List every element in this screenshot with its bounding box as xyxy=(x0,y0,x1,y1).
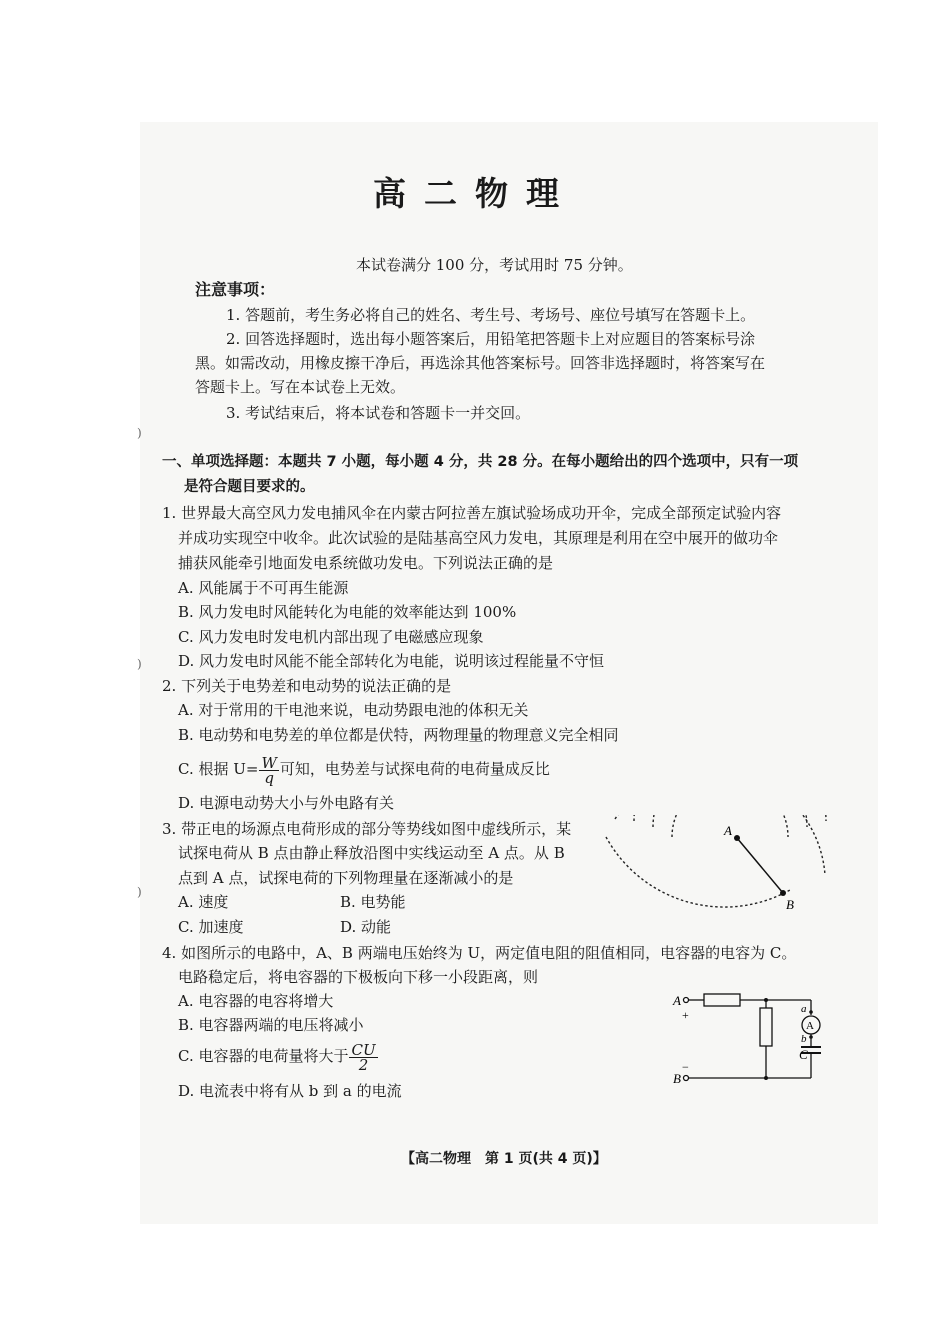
binding-mark: ) xyxy=(137,426,142,440)
q3-stem-line3: 点到 A 点，试探电荷的下列物理量在逐渐减小的是 xyxy=(178,869,514,887)
label-a: A xyxy=(724,823,732,838)
equipotential-line xyxy=(615,815,825,875)
q1-stem-line1: 1. 世界最大高空风力发电捕风伞在内蒙古阿拉善左旗试验场成功开伞，完成全部预定试验内容 xyxy=(162,504,782,522)
node-a-label: a xyxy=(801,1003,807,1015)
resistor-vertical xyxy=(760,1008,772,1046)
terminal-a-label: A xyxy=(673,993,681,1008)
q3-stem-line2: 试探电荷从 B 点由静止释放沿图中实线运动至 A 点。从 B xyxy=(178,844,565,862)
binding-mark: ) xyxy=(137,885,142,899)
equipotential-figure xyxy=(600,815,835,920)
q2-option-b: B. 电动势和电势差的单位都是伏特，两物理量的物理意义完全相同 xyxy=(178,726,619,744)
notice-item-2-line3: 答题卡上。写在本试卷上无效。 xyxy=(195,378,406,396)
q1-option-a: A. 风能属于不可再生能源 xyxy=(178,579,349,597)
q2-option-a: A. 对于常用的干电池来说，电动势跟电池的体积无关 xyxy=(178,701,529,719)
q2-option-d: D. 电源电动势大小与外电路有关 xyxy=(178,794,395,812)
q3-option-b: B. 电势能 xyxy=(340,893,406,911)
capacitor-label: C xyxy=(799,1047,808,1062)
q4-option-d: D. 电流表中将有从 b 到 a 的电流 xyxy=(178,1082,402,1100)
notice-item-1: 1. 答题前，考生务必将自己的姓名、考生号、考场号、座位号填写在答题卡上。 xyxy=(226,306,756,324)
fraction xyxy=(349,1040,377,1074)
q4-option-b: B. 电容器两端的电压将减小 xyxy=(178,1016,364,1034)
q1-stem-line2: 并成功实现空中收伞。此次试验的是陆基高空风力发电，其原理是利用在空中展开的做功伞 xyxy=(178,529,779,547)
q1-stem-line3: 捕获风能牵引地面发电系统做功发电。下列说法正确的是 xyxy=(178,554,554,572)
q2-option-c xyxy=(178,750,550,788)
equipotential-line xyxy=(606,837,790,907)
q4-option-c-prefix: C. 电容器的电荷量将大于 xyxy=(178,1047,349,1065)
terminal-b-label: B xyxy=(673,1071,681,1086)
notice-item-3: 3. 考试结束后，将本试卷和答题卡一并交回。 xyxy=(226,404,531,422)
page-footer: 【高二物理 第 1 页(共 4 页)】 xyxy=(401,1151,607,1167)
exam-intro: 本试卷满分 100 分，考试用时 75 分钟。 xyxy=(356,256,633,274)
q2-option-c-suffix: 可知，电势差与试探电荷的电荷量成反比 xyxy=(279,760,550,778)
section-1-heading-cont: 是符合题目要求的。 xyxy=(184,479,315,495)
notice-item-2-line2: 黑。如需改动，用橡皮擦干净后，再选涂其他答案标号。回答非选择题时，将答案写在 xyxy=(195,354,766,372)
notice-item-2-line1: 2. 回答选择题时，选出每小题答案后，用铅笔把答题卡上对应题目的答案标号涂 xyxy=(226,330,756,348)
node-b-label: b xyxy=(801,1033,807,1045)
terminal-b xyxy=(684,1076,689,1081)
q4-option-a: A. 电容器的电容将增大 xyxy=(178,992,334,1010)
q1-option-d: D. 风力发电时风能不能全部转化为电能，说明该过程能量不守恒 xyxy=(178,652,605,670)
equipotential-line xyxy=(634,815,826,821)
q3-option-d: D. 动能 xyxy=(340,918,392,936)
junction-dot xyxy=(764,998,768,1002)
q2-option-c-prefix: C. 根据 U= xyxy=(178,760,259,778)
junction-dot xyxy=(764,1076,768,1080)
notice-heading: 注意事项： xyxy=(195,280,276,299)
binding-mark: ) xyxy=(137,657,142,671)
node-b-dot xyxy=(809,1035,813,1039)
terminal-a xyxy=(684,998,689,1003)
minus-sign: − xyxy=(682,1060,689,1074)
plus-sign: + xyxy=(682,1008,689,1022)
q4-option-c xyxy=(178,1037,379,1075)
fraction-denominator: 2 xyxy=(358,1055,369,1074)
q4-stem-line1: 4. 如图所示的电路中，A、B 两端电压始终为 U，两定值电阻的阻值相同，电容器的电容为 C。 xyxy=(162,944,797,962)
point-a xyxy=(734,835,740,841)
fraction xyxy=(259,753,278,787)
q1-option-c: C. 风力发电时发电机内部出现了电磁感应现象 xyxy=(178,628,484,646)
label-b: B xyxy=(786,897,794,912)
fraction-numerator: W xyxy=(261,753,277,772)
q4-stem-line2: 电路稳定后，将电容器的下极板向下移一小段距离，则 xyxy=(178,968,539,986)
point-b xyxy=(780,890,786,896)
q2-stem: 2. 下列关于电势差和电动势的说法正确的是 xyxy=(162,677,452,695)
q3-option-a: A. 速度 xyxy=(178,893,229,911)
ammeter-label: A xyxy=(806,1020,814,1032)
trajectory-line xyxy=(737,838,783,893)
section-1-heading: 一、单项选择题：本题共 7 小题，每小题 4 分，共 28 分。在每小题给出的四个选项中，只有一项 xyxy=(162,454,799,470)
q3-option-c: C. 加速度 xyxy=(178,918,244,936)
page-title: 高二物理 xyxy=(373,174,577,213)
node-a-dot xyxy=(809,1010,813,1014)
fraction-denominator: q xyxy=(264,768,274,787)
q1-option-b: B. 风力发电时风能转化为电能的效率能达到 100% xyxy=(178,603,517,621)
circuit-figure xyxy=(668,985,833,1095)
q3-stem-line1: 3. 带正电的场源点电荷形成的部分等势线如图中虚线所示，某 xyxy=(162,820,572,838)
resistor-top xyxy=(704,994,740,1006)
fraction-numerator: CU xyxy=(351,1040,376,1059)
